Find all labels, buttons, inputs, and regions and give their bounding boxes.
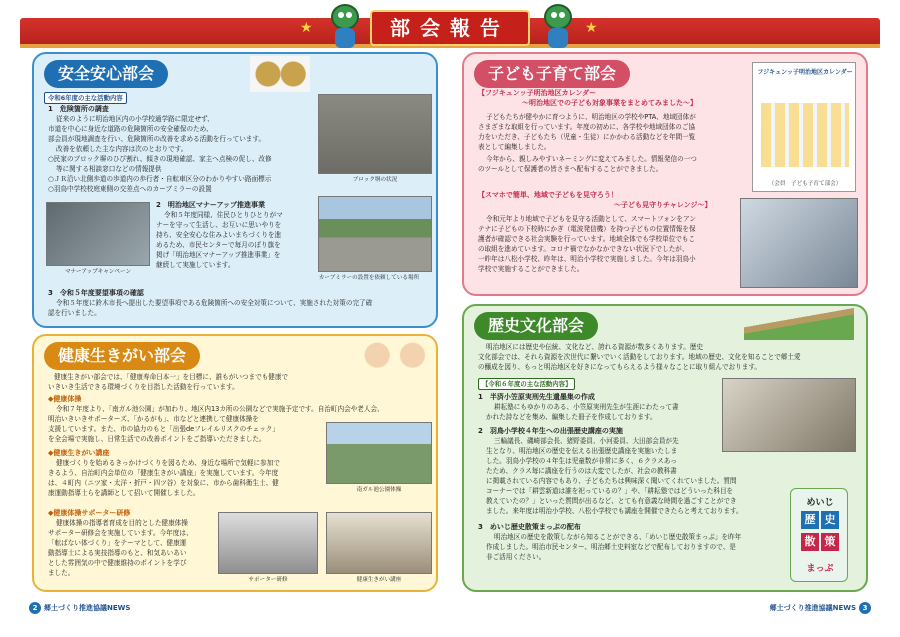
- footer-left: [26, 602, 130, 614]
- page-number: 3: [859, 602, 871, 614]
- kenko-h2-p1: 健康づくりを始めるきっかけづくりを図るため、身近な場所で気軽に参加で: [56, 459, 280, 467]
- kenko-h1-p2: 明治いきいきサポーターズ、「かるがも」、市などと連携して健康体操を: [48, 415, 259, 423]
- block-wall-photo: [318, 94, 432, 174]
- rekishi-p3: の醸成を図り、もっと明治地区を好きになってもらえるよう様々なことに取り組んでおります。: [478, 363, 762, 371]
- kenko-h1-p1: 令和７年度より、「南ガル池公園」が加わり、地区内13カ所の公園などで実施予定です。自治町内会や老人会、: [56, 405, 384, 413]
- calendar-thumbnail: [752, 62, 856, 192]
- footer-right: [770, 602, 874, 614]
- map-block: 史: [821, 511, 839, 529]
- seniors-illustration: [352, 336, 436, 384]
- kodomo-q2: テナに子どもの下校時にかぎ（電波発信機）を持つ子どもの位置情報を保: [478, 225, 696, 233]
- kodomo-p2: さまざまな取組を行っています。年度の初めに、各学校や地域団体のご協: [478, 123, 696, 131]
- anzen-tag: 令和6年度の主な活動内容: [44, 92, 127, 104]
- kenko-h3-p6: ました。: [48, 569, 75, 577]
- rekishi-s3-p2: 作成しました。明治市民センター、明治郷土史料室などで配布しておりますので、是: [486, 543, 736, 551]
- wellness-course-caption: 健康生きがい講座: [356, 577, 402, 583]
- kodomo-q4: の取組を進めています。コロナ禍でなかなかできない状況下でしたが、: [478, 245, 689, 253]
- kenko-panel: [32, 334, 438, 592]
- map-block: 散: [801, 533, 819, 551]
- rekishi-s3-p1: 明治地区の歴史を散策しながら知ることができる、「めいじ歴史散策まっぷ」を昨年: [494, 533, 742, 541]
- manner-campaign-photo: [46, 202, 150, 266]
- rekishi-s2-p6: コーナーでは「耕雲新道は誰を祀っているの？」や、「耕耘塾ではどういった科目を: [486, 487, 734, 495]
- kenko-h2-p4: 康運動指導士らを講師として招いて開催しました。: [48, 489, 200, 497]
- kenko-h1: ◆健康体操: [48, 395, 82, 403]
- page-title: 部会報告: [370, 10, 530, 46]
- rekishi-s2-p4: たため、クラス毎に講座を行うのは大変でしたが、社会の教科書: [486, 467, 677, 475]
- rekishi-s2-p2: 生となり、明治地区の歴史を伝える出張歴史講座を実施いたしま: [486, 447, 678, 455]
- rekishi-s2-p5: に掲載されている内容でもあり、子どもたちは興味深く聞いてくれていました。質問: [486, 477, 737, 485]
- star-icon: ★: [300, 20, 313, 36]
- anzen-s2-p1: 令和５年度同様、住民ひとりひとりがマ: [164, 211, 283, 219]
- calendar-footer: （会員 子ども子育て部会）: [768, 181, 842, 187]
- rekishi-s1-p1: 耕耘塾にもゆかりのある、小笠原実刑先生が生涯にわたって書: [494, 403, 679, 411]
- history-map-badge: [790, 488, 848, 582]
- rekishi-s3: 3 めいじ歴史散策まっぷの配布: [478, 523, 581, 531]
- kenko-h3-p1: 健康体操の指導者育成を目的とした健康体操: [56, 519, 188, 527]
- rekishi-s2: 2 羽鳥小学校４年生への出張歴史講座の実施: [478, 427, 623, 435]
- calendar-grid: [761, 103, 849, 167]
- kodomo-p6: のツールとして保護者の皆さまへ配布することができました。: [478, 165, 663, 173]
- mirror-location-photo: [318, 196, 432, 272]
- kenko-h3-p3: 「転ばない体づくり」をテーマとして、健康運: [48, 539, 187, 547]
- kodomo-q6: 学校で実施することができました。: [478, 265, 584, 273]
- wellness-course-photo: [326, 512, 432, 574]
- kenko-title: 健康生きがい部会: [44, 342, 200, 370]
- kodomo-tag2b: 〜子ども見守りチャレンジ〜】: [614, 201, 712, 209]
- mirror-illustration: [250, 56, 310, 92]
- anzen-s2-p6: 継続して実施しています。: [156, 261, 235, 269]
- kenko-h2-p2: きるよう、自治町内会単位の「健康生きがい講座」を実施しています。今年度: [48, 469, 279, 477]
- anzen-s1-l1: ○民家のブロック塀のひび割れ、傾きの現地確認、家主へ点検の促し、改修: [48, 155, 272, 163]
- kodomo-tag1b: 〜明治地区での子ども対象事業をまとめてみました〜】: [522, 99, 697, 107]
- rekishi-tag: 【令和６年度の主な活動内容】: [478, 378, 575, 390]
- anzen-s1-p3: 部会員が現地調査を行い、危険箇所の改善を求める活動を行っています。: [48, 135, 266, 143]
- rekishi-s2-p8: ました。来年度は明治小学校、八松小学校でも講座を開催できたらと考えております。: [486, 507, 743, 515]
- park-exercise-caption: 南ガル池公園体操: [356, 487, 402, 493]
- kodomo-p5: 今年から、親しみやすいネーミングに変えてみました。情報発信の一つ: [486, 155, 697, 163]
- mascot-icon: [538, 2, 578, 50]
- rekishi-s2-p3: した。羽鳥小学校の４年生は児童数が非常に多く、６クラスあっ: [486, 457, 677, 465]
- supporter-training-caption: サポーター研修: [248, 577, 288, 583]
- supporter-training-photo: [218, 512, 318, 574]
- anzen-s2: 2 明治地区マナーアップ推進事業: [156, 201, 266, 209]
- kodomo-p3: 力をいただき、子どもたち（児童・生徒）にかかわる活動などを年間一覧: [478, 133, 696, 141]
- kodomo-q1: 令和元年より地域で子どもを見守る活動として、スマートフォンをアン: [486, 215, 696, 223]
- kodomo-title: 子ども子育て部会: [474, 60, 630, 88]
- anzen-s2-p3: 持ち、安全安心な住みよいまちづくりを進: [156, 231, 282, 239]
- watch-challenge-photo: [740, 198, 858, 288]
- rekishi-s2-p1: 三輪議長、磯崎部会長、猪野委員、小河委員、大田部会員が先: [494, 437, 679, 445]
- kodomo-p1: 子どもたちが健やかに育つように、明治地区の学校やPTA、地域団体が: [486, 113, 696, 121]
- anzen-s1-p2: 市道を中心に身近な道路の危険箇所の安全確保のため、: [48, 125, 213, 133]
- anzen-s1-l1b: 等に関する相談窓口などの情報提供: [56, 165, 162, 173]
- kenko-h3: ◆健康体操サポーター研修: [48, 509, 131, 517]
- rekishi-s1-p2: かれた詩などを集め、編集した冊子を作成しております。: [486, 413, 657, 421]
- anzen-panel: [32, 52, 438, 328]
- park-exercise-photo: [326, 422, 432, 484]
- kenko-h2-p3: は、４町内（ニツ家・太洋・折戸・四ツ谷）を対象に、市から歯科衛生士、健: [48, 479, 279, 487]
- anzen-s1: 1 危険箇所の調査: [48, 105, 109, 113]
- star-icon: ★: [585, 20, 598, 36]
- manner-campaign-caption: マナーアップキャンペーン: [64, 269, 132, 275]
- kenko-h3-p2: サポーター研修会を実施しています。今年度は、: [48, 529, 193, 537]
- mirror-location-caption: カーブミラーの設置を依頼している場所: [318, 275, 420, 281]
- anzen-s2-p4: めるため、市民センターで毎月のぼり旗を: [156, 241, 281, 249]
- map-block: 歴: [801, 511, 819, 529]
- anzen-title: 安全安心部会: [44, 60, 168, 88]
- kodomo-tag2: 【スマホで簡単、地域で子どもを見守ろう！: [478, 191, 618, 199]
- kenko-h1-p4: を全会場で実施し、日常生活での改善ポイントをご指導いただきました。: [48, 435, 266, 443]
- kodomo-q5: 一昨年は八松小学校、昨年は、明治小学校で実施しました。今年は羽鳥小: [478, 255, 696, 263]
- kenko-p1: 健康生きがい部会では、「健康寿命日本一」を目標に、誰もがいつまでも健康で: [54, 373, 289, 381]
- kodomo-p4: 表として編集しました。: [478, 143, 551, 151]
- map-title: めいじ: [806, 498, 834, 508]
- mascot-icon: [325, 2, 365, 50]
- kenko-h1-p3: 支援しています。また、市の協力のもと「出張deフレイルリスクのチェック」: [48, 425, 279, 433]
- kenko-p2: いきいき生活できる環境づくりを目指した活動を行っています。: [48, 383, 239, 391]
- rekishi-s2-p7: 教えていたの？」といった質問が出るなど、とても有意義な時間を過ごすことができ: [486, 497, 737, 505]
- rekishi-s1: 1 半済小笠原実刑先生遺墨集の作成: [478, 393, 595, 401]
- anzen-s3: 3 令和５年度要望事項の確認: [48, 289, 144, 297]
- kodomo-tag1: 【フジキュンッ子明治地区カレンダー: [478, 89, 597, 97]
- kenko-h3-p5: とした雰囲気の中で健康維持のポイントを学び: [48, 559, 187, 567]
- monument-illustration: [744, 306, 854, 340]
- rekishi-p1: 明治地区には歴史や伝統、文化など、誇れる資源が数多くあります。歴史: [486, 343, 704, 351]
- block-wall-caption: ブロック塀の状況: [352, 177, 398, 183]
- footer-left-label: 郷土づくり推進協議NEWS: [44, 604, 131, 612]
- anzen-s3-p1: 令和５年度に鈴木市長へ提出した要望事項である危険箇所への安全対策について、実施された対策の完了確: [56, 299, 373, 307]
- footer-right-label: 郷土づくり推進協議NEWS: [769, 604, 856, 612]
- anzen-s2-p5: 掲げ「明治地区マナーアップ推進事業」を: [156, 251, 281, 259]
- map-footer: まっぷ: [806, 564, 834, 574]
- kodomo-q3: 護者が確認できる社会実験を行っています。地域全体でも学校単位でもこ: [478, 235, 696, 243]
- rekishi-title: 歴史文化部会: [474, 312, 598, 340]
- kenko-h2: ◆健康生きがい講座: [48, 449, 110, 457]
- anzen-s1-l3: ○羽鳥中学校校庭東側の交差点へのカーブミラーの設置: [48, 185, 212, 193]
- anzen-s1-p4: 改善を依頼した主な内容は次のとおりです。: [56, 145, 188, 153]
- anzen-s1-l2: ○ＪＲ沿い北側歩道の歩道内の歩行者・自転車区分のわかりやすい路面標示: [48, 175, 272, 183]
- anzen-s2-p2: ナーを守って生活し、お互いに思いやりを: [156, 221, 282, 229]
- rekishi-p2: 文化部会では、それら資源を次世代に繋いでいく活動をしております。地域の歴史、文化を知ることで郷土愛: [478, 353, 801, 361]
- anzen-s1-p1: 従来のように明治地区内の小学校通学路に限定せず、: [56, 115, 214, 123]
- calendar-title: フジキュンッ子明治地区カレンダー: [757, 69, 853, 76]
- map-block: 策: [821, 533, 839, 551]
- page-number: 2: [29, 602, 41, 614]
- history-lecture-photo: [722, 378, 856, 452]
- rekishi-s3-p3: 非ご活用ください。: [486, 553, 546, 561]
- kenko-h3-p4: 動指導士による実技指導のもと、和気あいあい: [48, 549, 187, 557]
- anzen-s3-p2: 認を行いました。: [48, 309, 101, 317]
